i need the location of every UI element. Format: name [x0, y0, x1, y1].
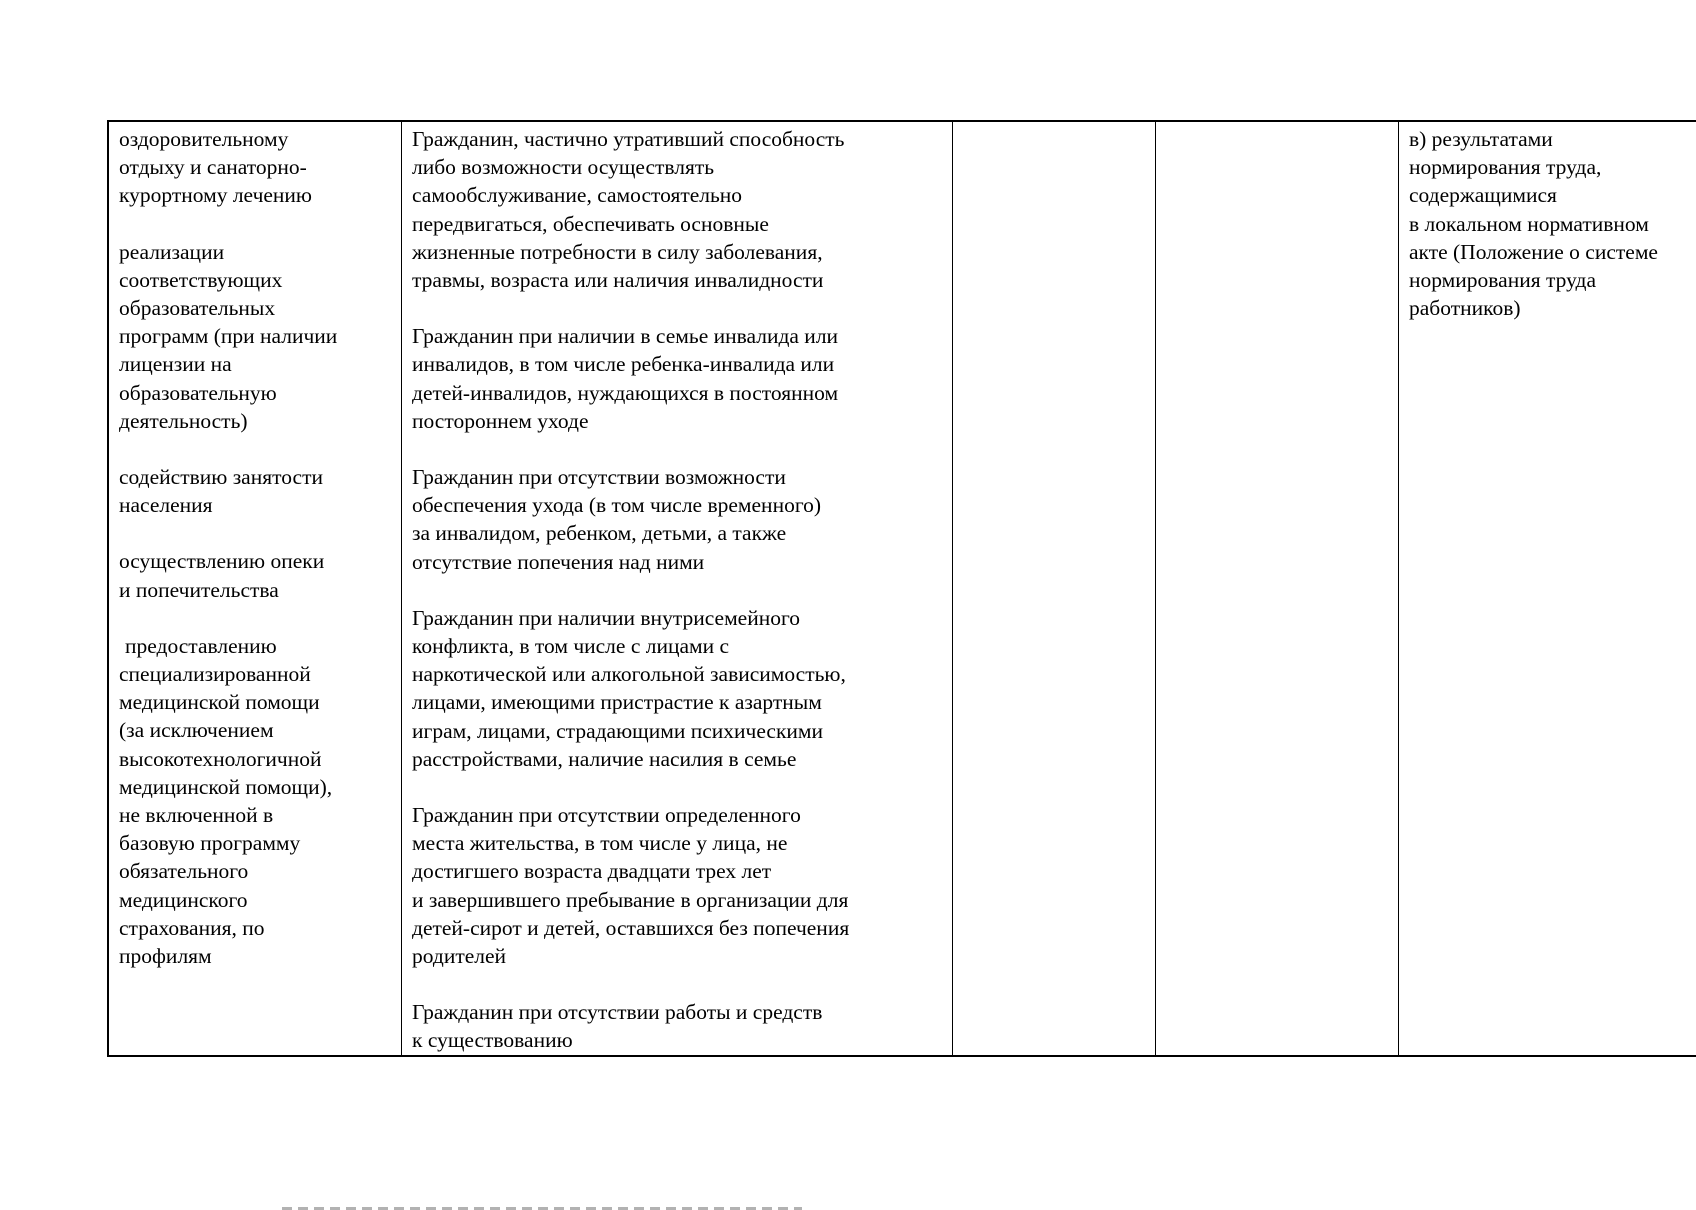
text-line: обеспечения ухода (в том числе временного): [412, 491, 942, 519]
services-paragraph-recreation: [119, 125, 391, 210]
text-line: наркотической или алкогольной зависимостью,: [412, 660, 942, 688]
services-paragraph-medical: [119, 632, 391, 970]
text-line: страхования, по: [119, 914, 391, 942]
text-line: (за исключением: [119, 716, 391, 744]
text-line: предоставлению: [119, 632, 391, 660]
text-line: передвигаться, обеспечивать основные: [412, 210, 942, 238]
text-line: базовую программу: [119, 829, 391, 857]
services-paragraph-education: [119, 238, 391, 435]
text-line: специализированной: [119, 660, 391, 688]
text-line: места жительства, в том числе у лица, не: [412, 829, 942, 857]
text-line: Гражданин при наличии внутрисемейного: [412, 604, 942, 632]
text-line: расстройствами, наличие насилия в семье: [412, 745, 942, 773]
text-line: и завершившего пребывание в организации для: [412, 886, 942, 914]
text-line: высокотехнологичной: [119, 745, 391, 773]
text-line: нормирования труда,: [1409, 153, 1696, 181]
text-line: лицензии на: [119, 350, 391, 378]
services-paragraph-guardianship: [119, 547, 391, 603]
text-line: Гражданин при отсутствии работы и средств: [412, 998, 942, 1026]
text-line: жизненные потребности в силу заболевания,: [412, 238, 942, 266]
circumstance-paragraph-6: [412, 998, 942, 1054]
text-line: отдыху и санаторно-: [119, 153, 391, 181]
text-line: нормирования труда: [1409, 266, 1696, 294]
text-line: в локальном нормативном: [1409, 210, 1696, 238]
text-line: профилям: [119, 942, 391, 970]
text-line: играм, лицами, страдающими психическими: [412, 717, 942, 745]
text-line: акте (Положение о системе: [1409, 238, 1696, 266]
text-line: содержащимися: [1409, 181, 1696, 209]
text-line: содействию занятости: [119, 463, 391, 491]
text-line: травмы, возраста или наличия инвалидности: [412, 266, 942, 294]
text-line: родителей: [412, 942, 942, 970]
norms-cell: [1399, 121, 1696, 1056]
text-line: и попечительства: [119, 576, 391, 604]
text-line: либо возможности осуществлять: [412, 153, 942, 181]
text-line: за инвалидом, ребенком, детьми, а также: [412, 519, 942, 547]
norms-paragraph: [1409, 125, 1696, 322]
text-line: медицинской помощи),: [119, 773, 391, 801]
text-line: Гражданин, частично утративший способность: [412, 125, 942, 153]
empty-cell-3: [953, 121, 1156, 1056]
text-line: медицинского: [119, 886, 391, 914]
circumstance-paragraph-3: [412, 463, 942, 576]
text-line: инвалидов, в том числе ребенка-инвалида или: [412, 350, 942, 378]
services-cell: [108, 121, 402, 1056]
text-line: оздоровительному: [119, 125, 391, 153]
circumstance-paragraph-5: [412, 801, 942, 970]
text-line: соответствующих: [119, 266, 391, 294]
text-line: к существованию: [412, 1026, 942, 1054]
document-table: [107, 120, 1696, 1057]
text-line: Гражданин при отсутствии определенного: [412, 801, 942, 829]
empty-cell-4: [1156, 121, 1399, 1056]
text-line: образовательную: [119, 379, 391, 407]
text-line: достигшего возраста двадцати трех лет: [412, 857, 942, 885]
services-paragraph-employment: [119, 463, 391, 519]
text-line: деятельность): [119, 407, 391, 435]
text-line: работников): [1409, 294, 1696, 322]
text-line: не включенной в: [119, 801, 391, 829]
text-line: детей-инвалидов, нуждающихся в постоянном: [412, 379, 942, 407]
text-line: населения: [119, 491, 391, 519]
text-line: Гражданин при отсутствии возможности: [412, 463, 942, 491]
text-line: реализации: [119, 238, 391, 266]
text-line: медицинской помощи: [119, 688, 391, 716]
table-row: [108, 121, 1696, 1056]
text-line: лицами, имеющими пристрастие к азартным: [412, 688, 942, 716]
text-line: отсутствие попечения над ними: [412, 548, 942, 576]
text-line: обязательного: [119, 857, 391, 885]
text-line: курортному лечению: [119, 181, 391, 209]
circumstance-paragraph-4: [412, 604, 942, 773]
text-line: программ (при наличии: [119, 322, 391, 350]
text-line: образовательных: [119, 294, 391, 322]
text-line: Гражданин при наличии в семье инвалида или: [412, 322, 942, 350]
text-line: детей-сирот и детей, оставшихся без попечения: [412, 914, 942, 942]
text-line: постороннем уходе: [412, 407, 942, 435]
circumstances-cell: [402, 121, 953, 1056]
text-line: конфликта, в том числе с лицами с: [412, 632, 942, 660]
text-line: самообслуживание, самостоятельно: [412, 181, 942, 209]
circumstance-paragraph-2: [412, 322, 942, 435]
circumstance-paragraph-1: [412, 125, 942, 294]
text-line: осуществлению опеки: [119, 547, 391, 575]
text-line: в) результатами: [1409, 125, 1696, 153]
